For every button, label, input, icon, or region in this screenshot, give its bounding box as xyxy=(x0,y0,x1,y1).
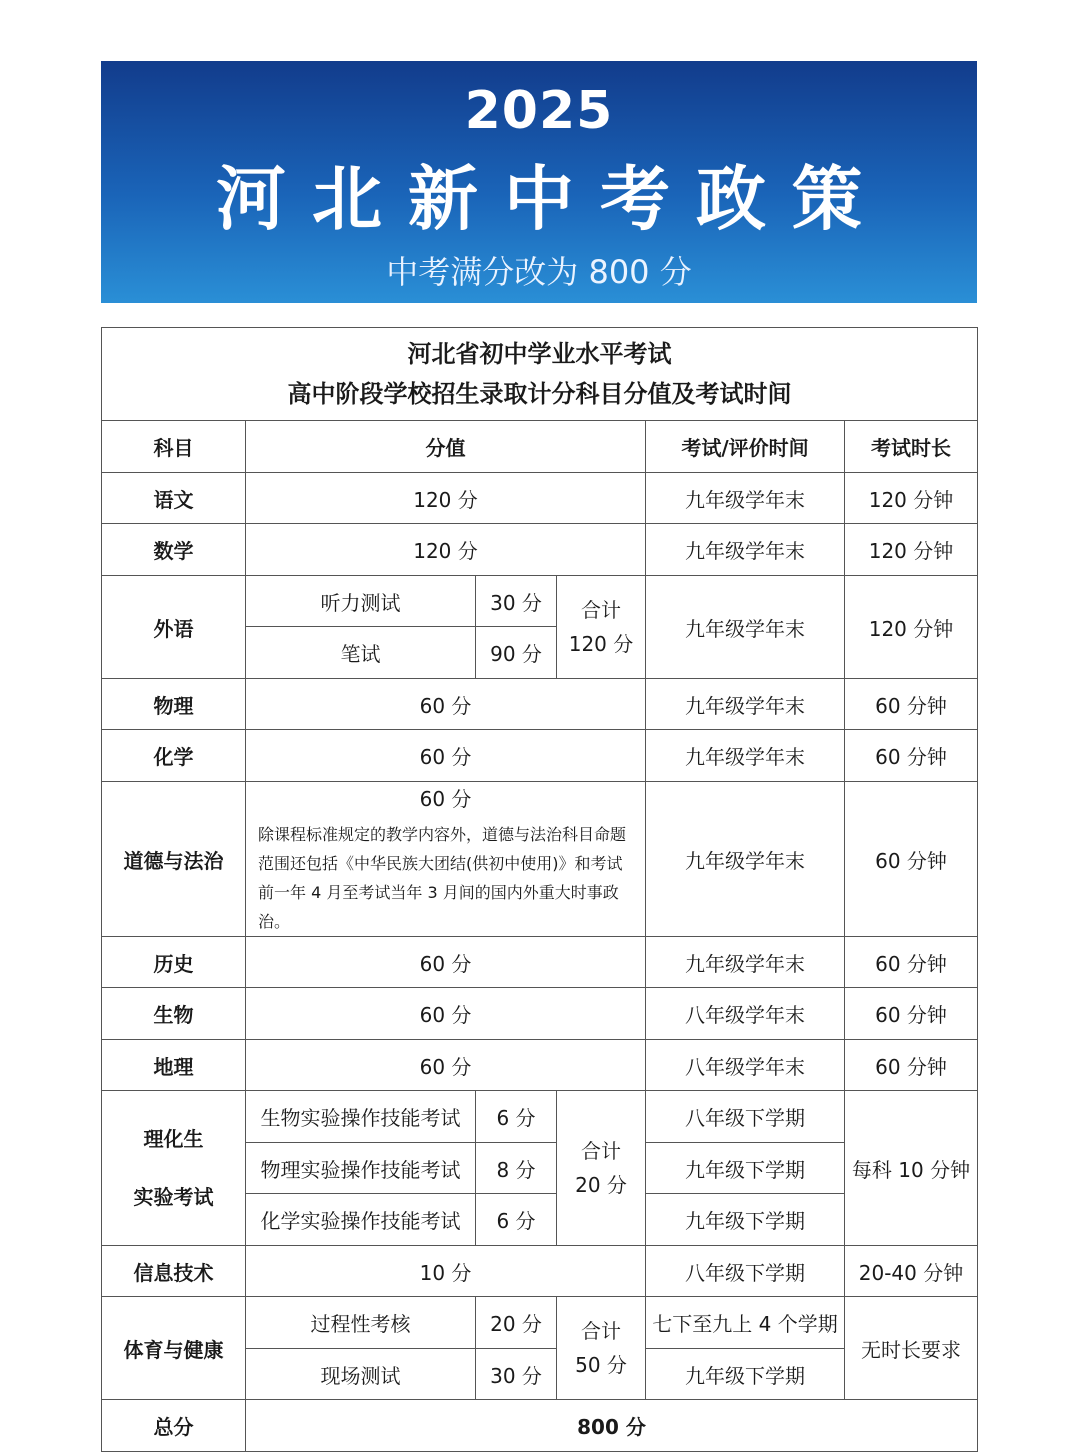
table-row-math xyxy=(102,524,978,576)
item-score-cell: 30 分 xyxy=(476,576,557,627)
score-cell: 60 分 xyxy=(246,679,646,730)
subject-cell: 外语 xyxy=(102,576,246,679)
total-cell xyxy=(557,576,646,679)
item-cell: 过程性考核 xyxy=(246,1297,476,1349)
item-score-cell: 30 分 xyxy=(476,1349,557,1400)
item-score-cell: 20 分 xyxy=(476,1297,557,1349)
duration-cell: 60 分钟 xyxy=(845,937,978,988)
item-cell: 物理实验操作技能考试 xyxy=(246,1143,476,1194)
table-row-ethics xyxy=(102,782,978,937)
table-row-foreign-listening xyxy=(102,576,978,627)
banner-year: 2025 xyxy=(464,81,614,141)
score-cell: 800 分 xyxy=(246,1400,978,1452)
time-cell: 九年级下学期 xyxy=(646,1349,845,1400)
subject-cell: 数学 xyxy=(102,524,246,576)
time-cell: 九年级学年末 xyxy=(646,679,845,730)
table-row-pe-process xyxy=(102,1297,978,1349)
table-row-it xyxy=(102,1246,978,1297)
subject-cell xyxy=(102,1091,246,1246)
table-title-row xyxy=(102,328,978,421)
time-cell: 九年级学年末 xyxy=(646,576,845,679)
score-cell: 120 分 xyxy=(246,473,646,524)
table-row-chinese xyxy=(102,473,978,524)
subject-cell: 语文 xyxy=(102,473,246,524)
time-cell: 九年级下学期 xyxy=(646,1194,845,1246)
total-cell xyxy=(557,1297,646,1400)
duration-cell: 60 分钟 xyxy=(845,1040,978,1091)
banner-subtitle: 中考满分改为 800 分 xyxy=(386,253,692,291)
item-cell: 化学实验操作技能考试 xyxy=(246,1194,476,1246)
duration-cell: 120 分钟 xyxy=(845,576,978,679)
duration-cell: 60 分钟 xyxy=(845,679,978,730)
table-row-history xyxy=(102,937,978,988)
subject-cell: 总分 xyxy=(102,1400,246,1452)
duration-cell: 120 分钟 xyxy=(845,473,978,524)
item-score-cell: 6 分 xyxy=(476,1194,557,1246)
table-row-chemistry xyxy=(102,730,978,782)
subject-cell: 历史 xyxy=(102,937,246,988)
total-value: 120 分 xyxy=(568,632,634,656)
score-table xyxy=(101,327,978,1452)
duration-cell: 60 分钟 xyxy=(845,988,978,1040)
duration-cell: 20-40 分钟 xyxy=(845,1246,978,1297)
time-cell: 八年级学年末 xyxy=(646,988,845,1040)
table-header-row xyxy=(102,421,978,473)
item-score-cell: 8 分 xyxy=(476,1143,557,1194)
score-cell: 60 分 xyxy=(246,1040,646,1091)
time-cell: 九年级下学期 xyxy=(646,1143,845,1194)
score-cell xyxy=(246,782,646,937)
duration-cell: 120 分钟 xyxy=(845,524,978,576)
subject-cell: 生物 xyxy=(102,988,246,1040)
subject-line2: 实验考试 xyxy=(133,1185,214,1209)
time-cell: 九年级学年末 xyxy=(646,730,845,782)
item-score-cell: 90 分 xyxy=(476,627,557,679)
score-cell: 60 分 xyxy=(246,988,646,1040)
item-score-cell: 6 分 xyxy=(476,1091,557,1143)
score-cell: 120 分 xyxy=(246,524,646,576)
total-label: 合计 xyxy=(581,1319,621,1343)
total-label: 合计 xyxy=(581,1139,621,1163)
subject-cell: 信息技术 xyxy=(102,1246,246,1297)
time-cell: 九年级学年末 xyxy=(646,473,845,524)
subject-cell: 物理 xyxy=(102,679,246,730)
time-cell: 九年级学年末 xyxy=(646,937,845,988)
table-row-biology xyxy=(102,988,978,1040)
total-value: 50 分 xyxy=(575,1353,627,1377)
header-duration: 考试时长 xyxy=(845,421,978,473)
score-value: 60 分 xyxy=(419,786,472,811)
time-cell: 八年级下学期 xyxy=(646,1246,845,1297)
total-value: 20 分 xyxy=(575,1173,627,1197)
duration-cell: 每科 10 分钟 xyxy=(845,1091,978,1246)
duration-cell: 60 分钟 xyxy=(845,782,978,937)
item-cell: 生物实验操作技能考试 xyxy=(246,1091,476,1143)
table-row-total xyxy=(102,1400,978,1452)
table-title xyxy=(102,328,978,421)
table-row-physics xyxy=(102,679,978,730)
total-cell xyxy=(557,1091,646,1246)
total-label: 合计 xyxy=(581,598,621,622)
subject-cell: 地理 xyxy=(102,1040,246,1091)
score-cell: 60 分 xyxy=(246,730,646,782)
score-note: 除课程标准规定的教学内容外，道德与法治科目命题范围还包括《中华民族大团结(供初中使用)》和考试前一年 4 月至考试当年 3 月间的国内外重大时事政治。 xyxy=(258,824,627,931)
subject-cell: 化学 xyxy=(102,730,246,782)
time-cell: 八年级下学期 xyxy=(646,1091,845,1143)
table-row-geography xyxy=(102,1040,978,1091)
header-banner xyxy=(101,61,977,303)
subject-cell: 体育与健康 xyxy=(102,1297,246,1400)
score-cell: 60 分 xyxy=(246,937,646,988)
header-subject: 科目 xyxy=(102,421,246,473)
duration-cell: 无时长要求 xyxy=(845,1297,978,1400)
time-cell: 七下至九上 4 个学期 xyxy=(646,1297,845,1349)
table-title-line1: 河北省初中学业水平考试 xyxy=(407,340,672,368)
subject-line1: 理化生 xyxy=(143,1127,204,1151)
subject-cell: 道德与法治 xyxy=(102,782,246,937)
header-score: 分值 xyxy=(246,421,646,473)
table-title-line2: 高中阶段学校招生录取计分科目分值及考试时间 xyxy=(287,380,792,408)
score-cell: 10 分 xyxy=(246,1246,646,1297)
header-time: 考试/评价时间 xyxy=(646,421,845,473)
item-cell: 现场测试 xyxy=(246,1349,476,1400)
time-cell: 九年级学年末 xyxy=(646,524,845,576)
table-row-lab-biology xyxy=(102,1091,978,1143)
item-cell: 笔试 xyxy=(246,627,476,679)
time-cell: 九年级学年末 xyxy=(646,782,845,937)
item-cell: 听力测试 xyxy=(246,576,476,627)
time-cell: 八年级学年末 xyxy=(646,1040,845,1091)
banner-title: 河北新中考政策 xyxy=(216,158,888,240)
duration-cell: 60 分钟 xyxy=(845,730,978,782)
